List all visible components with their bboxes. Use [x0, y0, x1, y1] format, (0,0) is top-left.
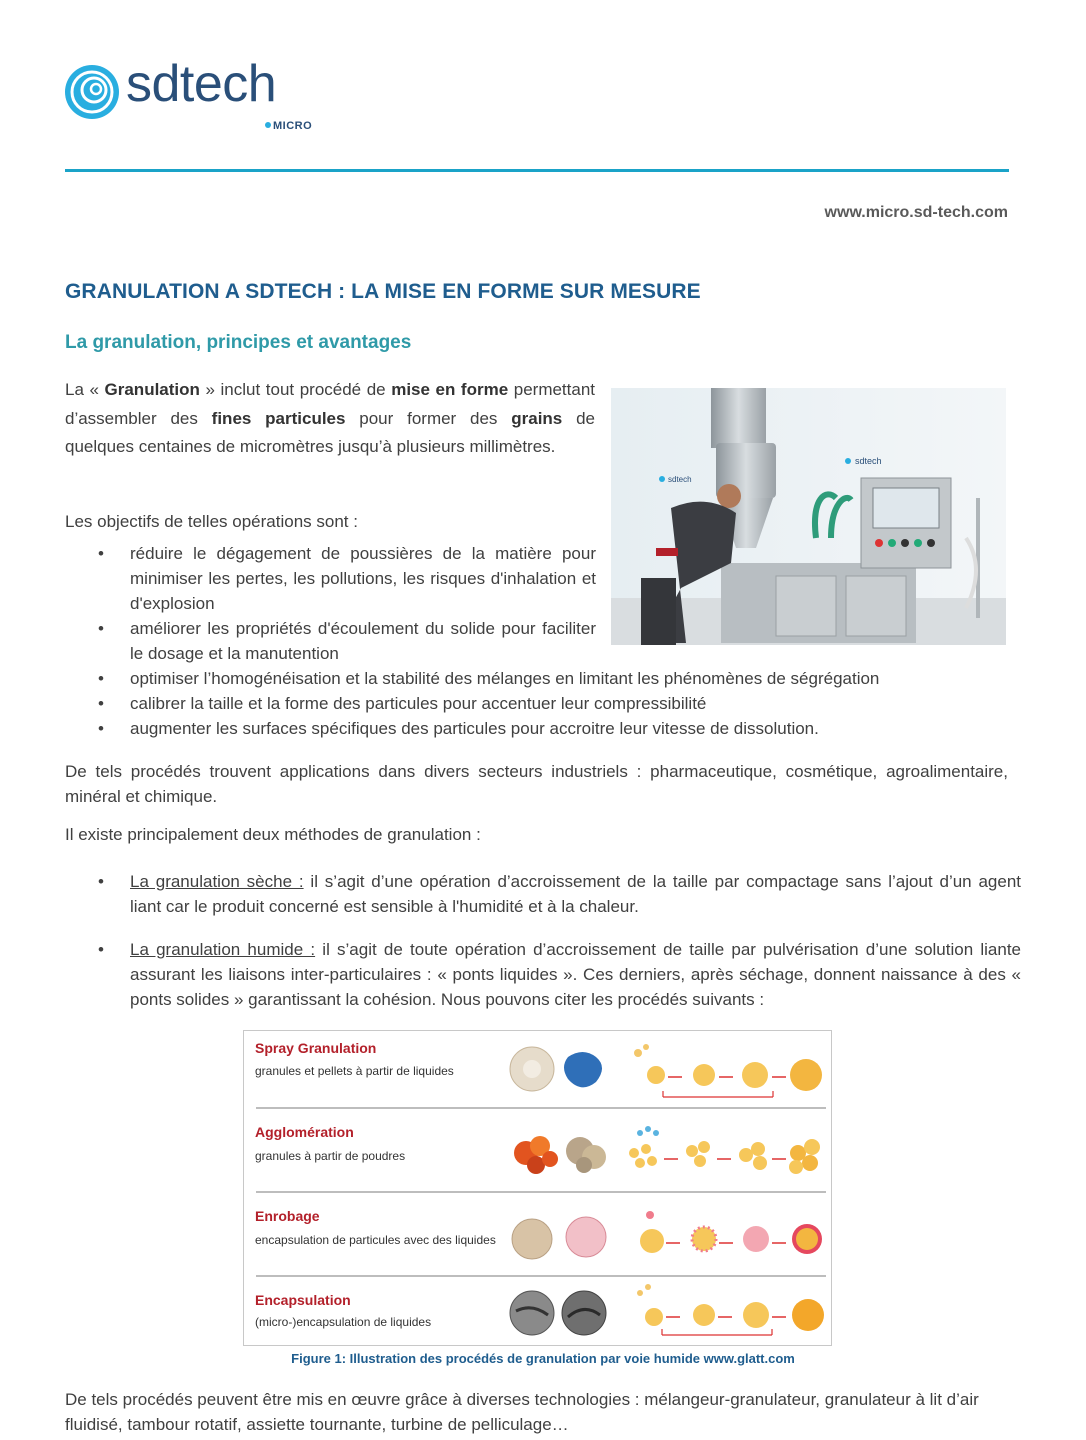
objectives-intro: Les objectifs de telles opérations sont :	[65, 512, 358, 531]
list-item: • La granulation humide : il s’agit de toute opération d’accroissement de taille par pulvérisation d’une solution liante assurant les liaisons inter-particulaires : « ponts liquides ». Ces derniers, après séchage, donnent naissance à des « ponts solides » garantissant la cohésion. Nous pouvons citer les procédés suivants :	[98, 937, 1021, 1012]
figure-row-title: Encapsulation	[255, 1292, 351, 1308]
applications-paragraph: De tels procédés trouvent applications dans divers secteurs industriels : pharmaceutique, cosmétique, agroalimentaire, minéral et chimique.	[65, 762, 1008, 806]
list-item: • réduire le dégagement de poussières de la matière pour minimiser les pertes, les pollutions, les risques d'inhalation et d'explosion	[98, 541, 596, 616]
logo-subtitle: MICRO	[265, 120, 312, 132]
figure-row-title: Spray Granulation	[255, 1040, 377, 1056]
figure-row-desc: (micro-)encapsulation de liquides	[255, 1315, 432, 1329]
figure-row-enrobage	[244, 1193, 831, 1277]
website-link[interactable]: www.micro.sd-tech.com	[824, 204, 1008, 221]
enrobage-illustration	[506, 1203, 826, 1269]
svg-text:sdtech: sdtech	[668, 475, 692, 484]
figure-caption: Figure 1: Illustration des procédés de granulation par voie humide www.glatt.com	[291, 1351, 795, 1366]
method-wet	[98, 937, 1021, 1012]
encapsulation-illustration	[506, 1281, 826, 1341]
list-item: • La granulation sèche : il s’agit d’une opération d’accroissement de la taille par compactage sans l’ajout d’un agent liant car le produit concerné est sensible à l'humidité et à la chaleur.	[98, 869, 1021, 919]
figure-row-agglomeration	[244, 1109, 831, 1193]
method-label: La granulation sèche :	[130, 872, 304, 891]
svg-text:sdtech: sdtech	[855, 456, 882, 466]
figure-row-encapsulation	[244, 1277, 831, 1345]
spiral-logo-icon	[64, 64, 120, 120]
list-item: • améliorer les propriétés d'écoulement du solide pour faciliter le dosage et la manutention	[98, 616, 596, 666]
objectives-list-full	[98, 666, 1018, 741]
objectives-list-wrapped	[98, 541, 596, 666]
figure-row-spray	[244, 1031, 831, 1109]
methods-intro: Il existe principalement deux méthodes de granulation :	[65, 825, 481, 844]
intro-paragraph: La « Granulation » inclut tout procédé de mise en forme permettant d’assembler des fines particules pour former des grains de quelques centaines de micromètres jusqu’à plusieurs millimètres.	[65, 380, 596, 456]
figure-row-desc: granules à partir de poudres	[255, 1149, 406, 1163]
document-title: GRANULATION A SDTECH : LA MISE EN FORME SUR MESURE	[65, 280, 701, 303]
section-subtitle: La granulation, principes et avantages	[65, 332, 412, 353]
list-item: • calibrer la taille et la forme des particules pour accentuer leur compressibilité	[98, 691, 1018, 716]
method-dry	[98, 869, 1021, 919]
spray-granulation-illustration	[506, 1039, 826, 1105]
list-item: • augmenter les surfaces spécifiques des particules pour accroitre leur vitesse de dissolution.	[98, 716, 1018, 741]
list-item: • optimiser l’homogénéisation et la stabilité des mélanges en limitant les phénomènes de ségrégation	[98, 666, 1018, 691]
figure-row-title: Agglomération	[255, 1124, 354, 1140]
figure-row-desc: encapsulation de particules avec des liquides	[255, 1233, 496, 1247]
granulation-figure	[243, 1030, 832, 1346]
technologies-paragraph: De tels procédés peuvent être mis en œuvre grâce à diverses technologies : mélangeur-granulateur, granulateur à lit d’air fluidisé, tambour rotatif, assiette tournante, turbine de pelliculage…	[65, 1390, 979, 1434]
figure-row-desc: granules et pellets à partir de liquides	[255, 1064, 454, 1078]
figure-row-title: Enrobage	[255, 1208, 320, 1224]
sdtech-logo	[64, 55, 334, 137]
method-label: La granulation humide :	[130, 940, 316, 959]
logo-wordmark: sdtech	[126, 55, 277, 113]
header-divider	[65, 169, 1009, 172]
agglomeration-illustration	[506, 1121, 826, 1187]
granulation-equipment-photo	[611, 388, 1006, 645]
